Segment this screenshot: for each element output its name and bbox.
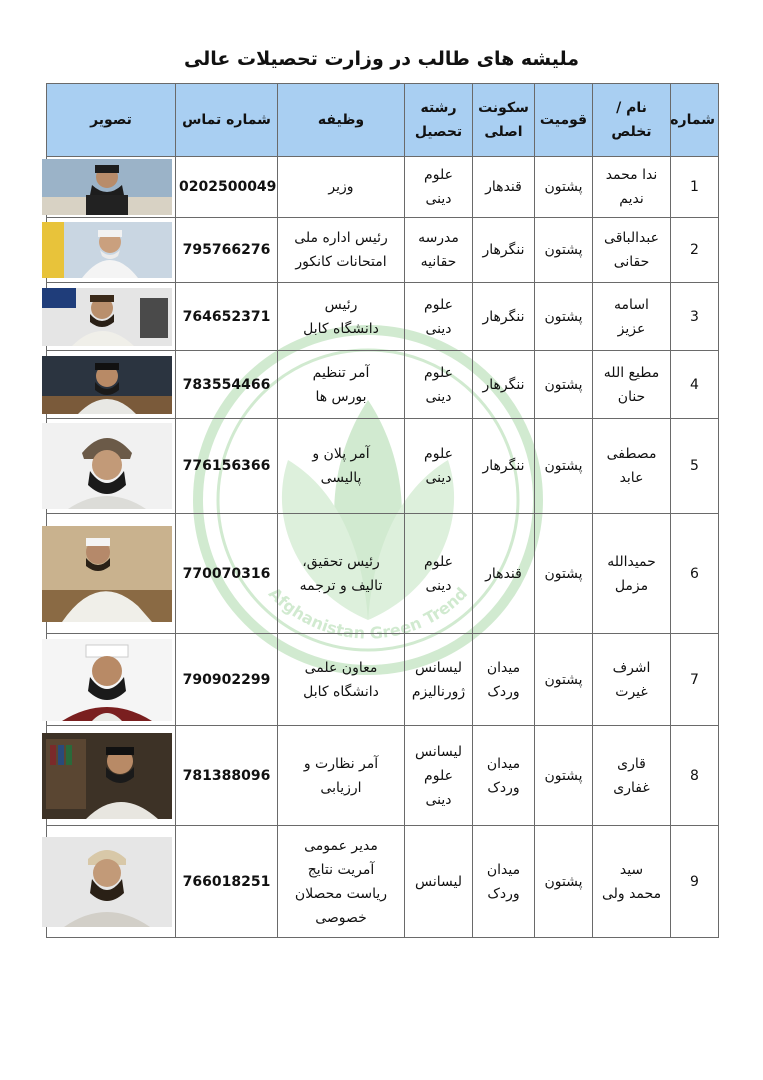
row-name: قاری غفاری: [593, 726, 671, 826]
table-row: [47, 514, 719, 634]
row-number: 4: [671, 351, 719, 419]
row-ethnicity: پشتون: [535, 826, 593, 938]
table-row: [47, 157, 719, 218]
table-row: [47, 351, 719, 419]
row-education: علوم دینی: [405, 514, 473, 634]
header-ethnicity: قومیت: [535, 84, 593, 157]
row-ethnicity: پشتون: [535, 419, 593, 514]
person-photo-icon: [42, 356, 172, 414]
row-ethnicity: پشتون: [535, 218, 593, 283]
row-photo: [47, 283, 176, 351]
row-name: اسامه عزیز: [593, 283, 671, 351]
row-contact: 764652371: [176, 283, 278, 351]
row-contact: 776156366: [176, 419, 278, 514]
row-contact: 0202500049: [176, 157, 278, 218]
row-number: 7: [671, 634, 719, 726]
row-residence: ننگرهار: [473, 218, 535, 283]
header-name: نام / تخلص: [593, 84, 671, 157]
row-education: لیسانس: [405, 826, 473, 938]
row-photo: [47, 634, 176, 726]
row-photo: [47, 726, 176, 826]
row-number: 8: [671, 726, 719, 826]
roster-table: [46, 83, 719, 938]
row-number: 9: [671, 826, 719, 938]
row-contact: 766018251: [176, 826, 278, 938]
row-name: مطیع الله حنان: [593, 351, 671, 419]
row-name: ندا محمد ندیم: [593, 157, 671, 218]
row-name: سید محمد ولی: [593, 826, 671, 938]
row-photo: [47, 419, 176, 514]
row-residence: میدان وردک: [473, 726, 535, 826]
table-row: [47, 283, 719, 351]
person-photo-icon: [42, 837, 172, 927]
header-contact: شماره تماس: [176, 84, 278, 157]
person-photo-icon: [42, 639, 172, 721]
row-number: 2: [671, 218, 719, 283]
row-contact: 790902299: [176, 634, 278, 726]
row-position: مدیر عمومی آمریت نتایج ریاست محصلان خصوصی: [278, 826, 405, 938]
row-position: آمر نظارت و ارزیابی: [278, 726, 405, 826]
header-row: [47, 84, 719, 157]
row-position: آمر تنظیم بورس ها: [278, 351, 405, 419]
row-education: لیسانس علوم دینی: [405, 726, 473, 826]
row-position: رئیس دانشگاه کابل: [278, 283, 405, 351]
row-name: مصطفی عابد: [593, 419, 671, 514]
row-education: علوم دینی: [405, 283, 473, 351]
row-photo: [47, 826, 176, 938]
header-education: رشته تحصیل: [405, 84, 473, 157]
row-ethnicity: پشتون: [535, 634, 593, 726]
row-ethnicity: پشتون: [535, 157, 593, 218]
row-number: 6: [671, 514, 719, 634]
row-residence: قندهار: [473, 514, 535, 634]
row-number: 3: [671, 283, 719, 351]
row-ethnicity: پشتون: [535, 514, 593, 634]
header-position: وظیفه: [278, 84, 405, 157]
row-contact: 783554466: [176, 351, 278, 419]
person-photo-icon: [42, 526, 172, 622]
row-position: آمر پلان و پالیسی: [278, 419, 405, 514]
person-photo-icon: [42, 288, 172, 346]
row-name: عبدالباقی حقانی: [593, 218, 671, 283]
row-education: لیسانس ژورنالیزم: [405, 634, 473, 726]
row-ethnicity: پشتون: [535, 351, 593, 419]
table-row: [47, 826, 719, 938]
row-position: رئیس تحقیق، تالیف و ترجمه: [278, 514, 405, 634]
table-row: [47, 726, 719, 826]
row-photo: [47, 157, 176, 218]
row-education: علوم دینی: [405, 419, 473, 514]
row-photo: [47, 514, 176, 634]
person-photo-icon: [42, 733, 172, 819]
row-photo: [47, 218, 176, 283]
row-residence: قندهار: [473, 157, 535, 218]
row-residence: ننگرهار: [473, 283, 535, 351]
row-residence: ننگرهار: [473, 419, 535, 514]
row-contact: 770070316: [176, 514, 278, 634]
header-photo: تصویر: [47, 84, 176, 157]
row-name: حمیدالله مزمل: [593, 514, 671, 634]
row-education: علوم دینی: [405, 157, 473, 218]
row-education: علوم دینی: [405, 351, 473, 419]
page-title: ملیشه های طالب در وزارت تحصیلات عالی: [183, 48, 580, 70]
row-education: مدرسه حقانیه: [405, 218, 473, 283]
row-number: 5: [671, 419, 719, 514]
row-residence: میدان وردک: [473, 826, 535, 938]
row-number: 1: [671, 157, 719, 218]
row-position: وزیر: [278, 157, 405, 218]
row-name: اشرف غیرت: [593, 634, 671, 726]
header-residence: سکونت اصلی: [473, 84, 535, 157]
row-ethnicity: پشتون: [535, 726, 593, 826]
table-row: [47, 419, 719, 514]
table-row: [47, 634, 719, 726]
row-position: رئیس اداره ملی امتحانات کانکور: [278, 218, 405, 283]
row-contact: 795766276: [176, 218, 278, 283]
row-residence: ننگرهار: [473, 351, 535, 419]
person-photo-icon: [42, 222, 172, 278]
person-photo-icon: [42, 159, 172, 215]
row-position: معاون علمی دانشگاه کابل: [278, 634, 405, 726]
row-residence: میدان وردک: [473, 634, 535, 726]
row-ethnicity: پشتون: [535, 283, 593, 351]
row-photo: [47, 351, 176, 419]
person-photo-icon: [42, 423, 172, 509]
header-number: شماره: [671, 84, 719, 157]
watermark-text: Afghanistan Green Trend: [264, 583, 472, 643]
table-row: [47, 218, 719, 283]
row-contact: 781388096: [176, 726, 278, 826]
